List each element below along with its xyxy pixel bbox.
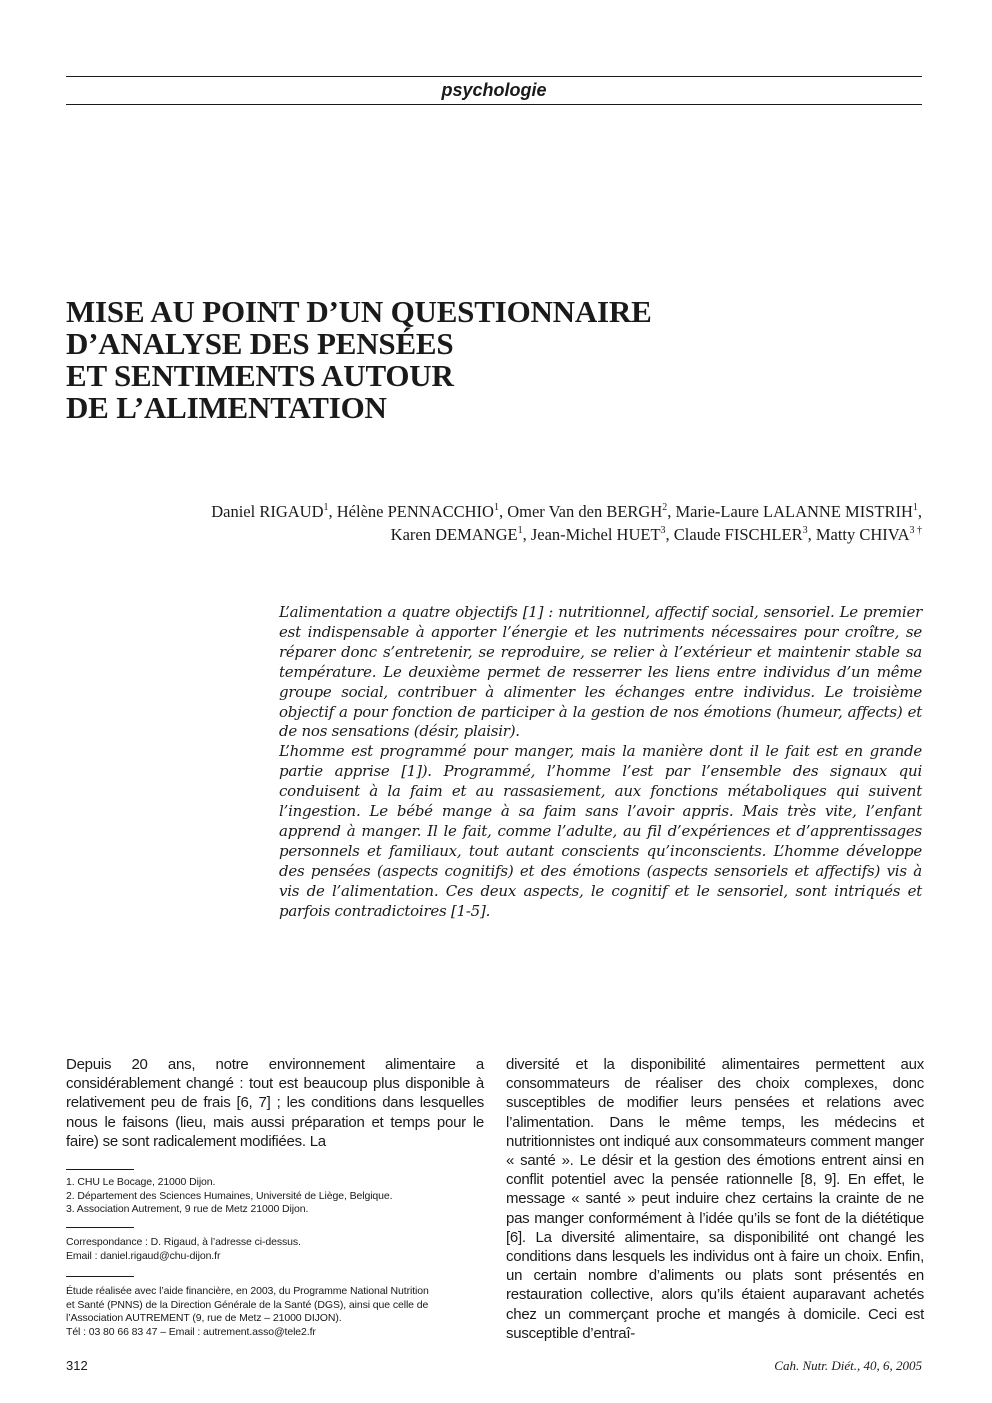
footnote-line: Étude réalisée avec l’aide financière, en 2003, du Programme National Nutrition [66,1285,429,1297]
author-list [62,500,922,546]
footnote-separator [66,1169,134,1170]
author-name: Omer Van den BERGH [507,502,663,521]
section-label: psychologie [441,80,547,100]
author-affiliation: 1 [493,502,499,513]
author-affiliation: 3 [802,525,808,536]
header-top-rule [66,76,922,77]
journal-reference: Cah. Nutr. Diét., 40, 6, 2005 [774,1358,922,1373]
author-affiliation: 1 [517,525,523,536]
page-number: 312 [66,1358,88,1373]
abstract-paragraph: L’alimentation a quatre objectifs [1] : nutritionnel, affectif social, sensoriel. Le premier est indispensable à apporter l’énergie et les nutriments nécessaires pour croître, se réparer donc s’entretenir, se reproduire, se relier à l’extérieur et maintenir stable sa température. Le deuxième permet de resserrer les liens entre individus d’un même groupe social, contribuer à alimenter les échanges entre individus. Le troisième objectif a pour fonction de participer à la gestion de nos émotions (humeur, affects) et de nos sensations (désir, plaisir). [279,603,922,741]
footnote-line: Tél : 03 80 66 83 47 – Email : autrement.asso@tele2.fr [66,1325,316,1338]
title-line: ET SENTIMENTS AUTOUR [66,358,454,393]
body-column-right [506,1055,924,1343]
footnote-line: 3. Association Autrement, 9 rue de Metz 21000 Dijon. [66,1203,309,1215]
footnote-line: 1. CHU Le Bocage, 21000 Dijon. [66,1176,216,1188]
author-affiliation: 2 [662,502,668,513]
footnote-line: l’Association AUTREMENT (9, rue de Metz – 21000 DIJON). [66,1312,342,1324]
author-name: Hélène PENNACCHIO [336,502,494,521]
abstract [279,603,922,922]
footnote-funding [66,1285,496,1339]
body-column-left [66,1055,484,1151]
author-name: Daniel RIGAUD [211,502,324,521]
author-affiliation: 1 [323,502,329,513]
author-name: Jean-Michel HUET [530,525,661,544]
author-name: Claude FISCHLER [673,525,803,544]
title-line: DE L’ALIMENTATION [66,390,387,425]
footnote-correspondence [66,1236,496,1263]
footnote-line: Email : daniel.rigaud@chu-dijon.fr [66,1249,221,1262]
author-affiliation: 3 [660,525,666,536]
footnote-separator [66,1276,134,1277]
footnote-affiliations [66,1176,496,1217]
author-name: Marie-Laure LALANNE MISTRIH [675,502,913,521]
author-affiliation: 3 † [909,525,922,536]
footnote-separator [66,1227,134,1228]
footnote-line: et Santé (PNNS) de la Direction Générale de la Santé (DGS), ainsi que celle de [66,1298,429,1311]
author-name: Matty CHIVA [815,525,910,544]
title-line: D’ANALYSE DES PENSÉES [66,326,454,361]
title-line: MISE AU POINT D’UN QUESTIONNAIRE [66,294,652,329]
author-line-1: Daniel RIGAUD$^1$, Hélène PENNACCHIO$^1$, Omer Van den BERGH$^2$, Marie-Laure LALANNE MISTRIH$^1$, [211,502,922,521]
footnote-line: Correspondance : D. Rigaud, à l’adresse ci-dessus. [66,1236,301,1248]
author-name: Karen DEMANGE [390,525,518,544]
footnote-line: 2. Département des Sciences Humaines, Université de Liège, Belgique. [66,1189,393,1202]
author-line-2: Karen DEMANGE$^1$, Jean-Michel HUET$^3$, Claude FISCHLER$^3$, Matty $CHIVA^{3 \dagger}$ [390,525,922,544]
author-affiliation: 1 [912,502,918,513]
body-paragraph: diversité et la disponibilité alimentaires permettent aux consommateurs de réaliser des choix complexes, donc susceptibles de modifier leurs pensées et relations avec l’alimentation. Dans le même temps, les médecins et nutritionnistes ont indiqué aux consommateurs comment manger « santé ». Le désir et la gestion des émotions entrent ainsi en conflit potentiel avec la pensée rationnelle [8, 9]. En effet, le message « santé » peut induire chez certains la crainte de ne pas manger conformément à l’idée qu’ils se font de la diététique [6]. La diversité alimentaire, sa disponibilité ont changé les conditions dans lesquels les individus ont à faire un choix. Enfin, un certain nombre d’aliments ou plats sont présentés en restauration collective, alors qu’ils étaient auparavant achetés chez un commerçant proche et mangés à domicile. Ceci est susceptible d’entraî- [506,1056,924,1342]
abstract-paragraph: L’homme est programmé pour manger, mais la manière dont il le fait est en grande partie apprise [1]). Programmé, l’homme l’est par l’ensemble des signaux qui conduisent à la faim et au rassasiement, aux fonctions métaboliques qui suivent l’ingestion. Le bébé mange à sa faim sans l’avoir appris. Mais très vite, l’enfant apprend à manger. Il le fait, comme l’adulte, au fil d’expériences et d’apprentissages personnels et familiaux, tout autant conscients qu’inconscients. L’homme développe des pensées (aspects cognitifs) et des émotions (aspects sensoriels et affectifs) vis à vis de l’alimentation. Ces deux aspects, le cognitif et le sensoriel, sont intriqués et parfois contradictoires [1-5]. [279,742,922,920]
header-bottom-rule [66,104,922,105]
body-paragraph: Depuis 20 ans, notre environnement alimentaire a considérablement changé : tout est beaucoup plus disponible à relativement peu de frais [6, 7] ; les conditions dans lesquelles nous le faisons (lieu, mais aussi préparation et temps pour le faire) se sont radicalement modifiées. La [66,1056,484,1150]
article-title [66,296,766,424]
